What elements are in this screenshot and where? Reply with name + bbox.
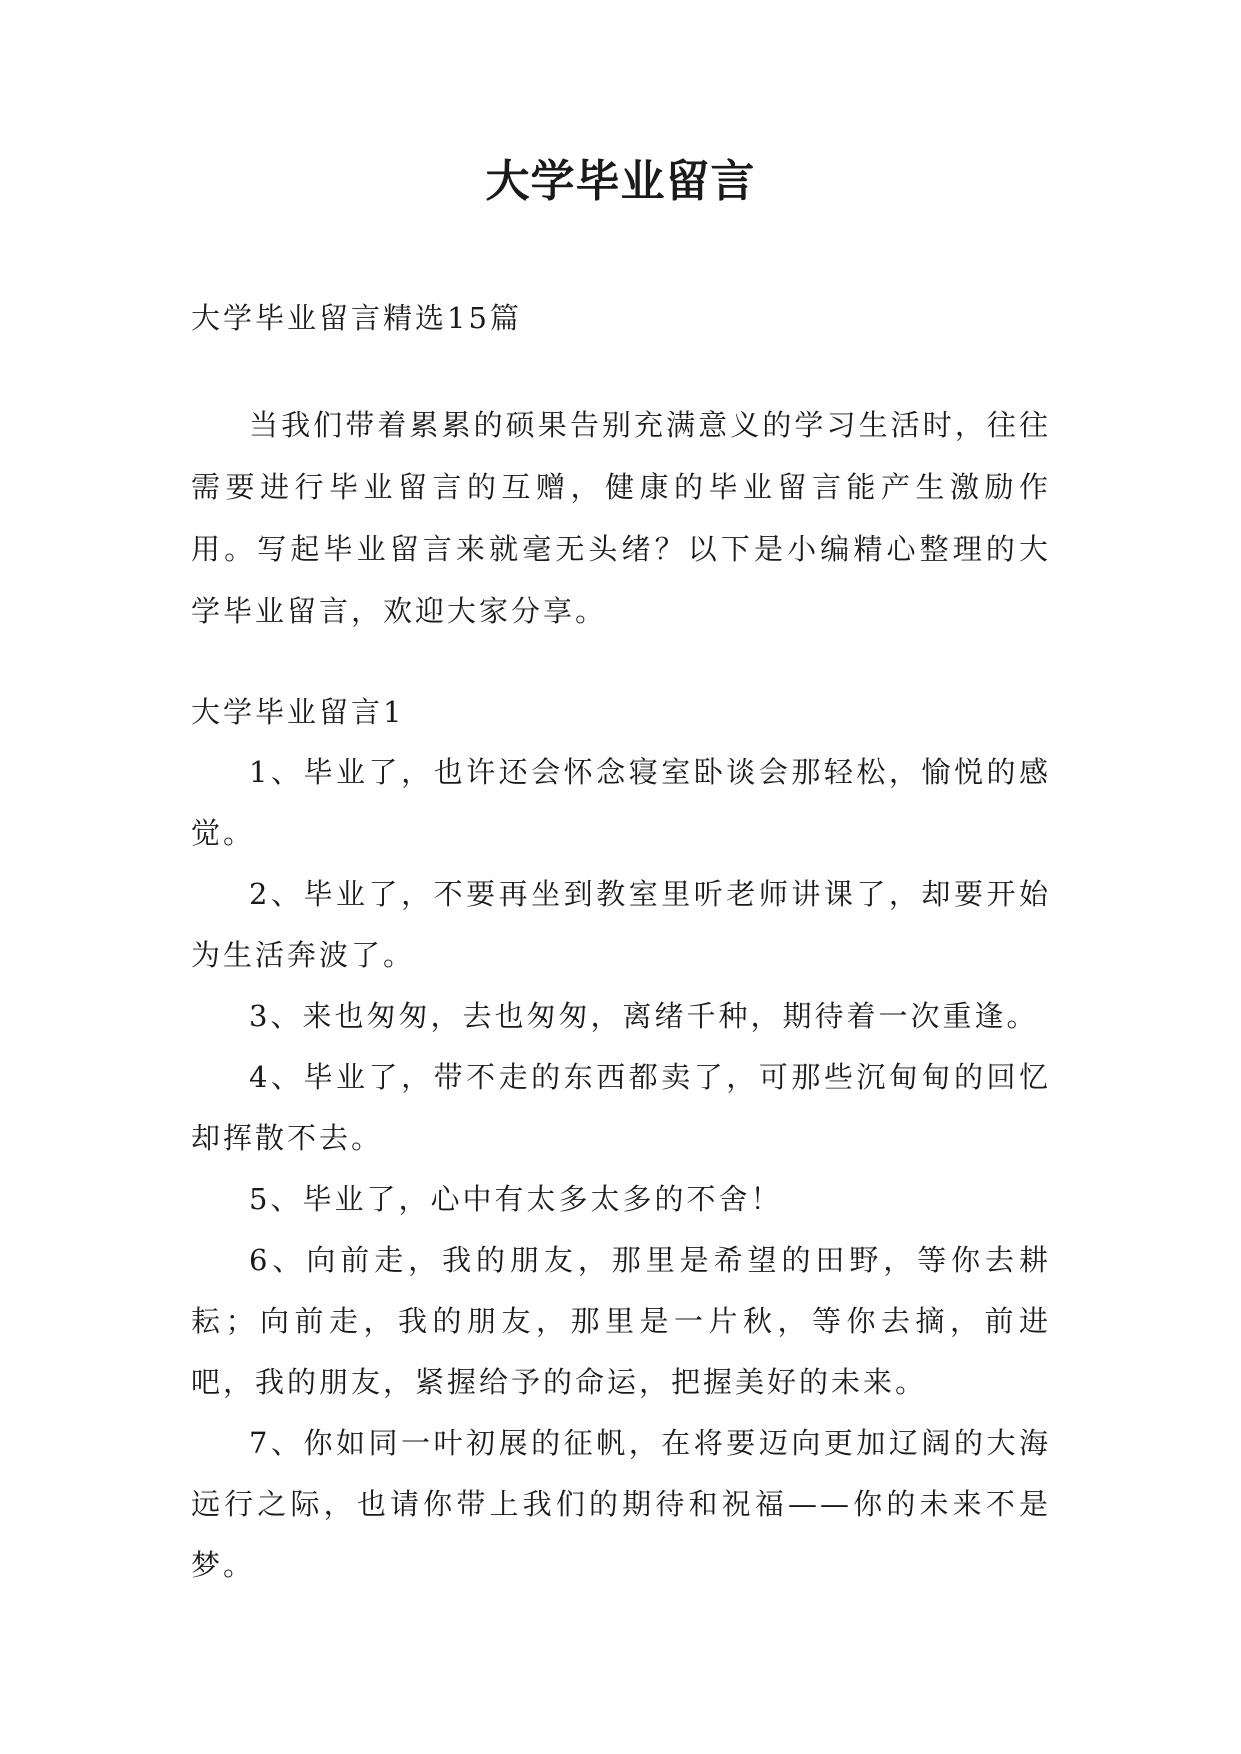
- section-heading: 大学毕业留言1: [191, 695, 405, 729]
- list-item: 3、来也匆匆，去也匆匆，离绪千种，期待着一次重逢。: [249, 999, 1039, 1033]
- list-item: 5、毕业了，心中有太多太多的不舍！: [249, 1182, 783, 1216]
- document-subtitle: 大学毕业留言精选15篇: [191, 301, 522, 335]
- document-title: 大学毕业留言: [485, 156, 756, 207]
- list-item: 1、毕业了，也许还会怀念寝室卧谈会那轻松，愉悦的感觉。: [191, 755, 1051, 850]
- list-item: 2、毕业了，不要再坐到教室里听老师讲课了，却要开始为生活奔波了。: [191, 877, 1051, 972]
- list-item: 7、你如同一叶初展的征帆，在将要迈向更加辽阔的大海远行之际，也请你带上我们的期待和祝福——你的未来不是梦。: [191, 1426, 1051, 1582]
- document-body: [191, 288, 1051, 1596]
- intro-paragraph: 当我们带着累累的硕果告别充满意义的学习生活时，往往需要进行毕业留言的互赠，健康的毕业留言能产生激励作用。写起毕业留言来就毫无头绪？以下是小编精心整理的大学毕业留言，欢迎大家分享。: [191, 408, 1051, 628]
- list-item: 6、向前走，我的朋友，那里是希望的田野，等你去耕耘；向前走，我的朋友，那里是一片秋，等你去摘，前进吧，我的朋友，紧握给予的命运，把握美好的未来。: [191, 1243, 1051, 1399]
- list-item: 4、毕业了，带不走的东西都卖了，可那些沉甸甸的回忆却挥散不去。: [191, 1060, 1051, 1155]
